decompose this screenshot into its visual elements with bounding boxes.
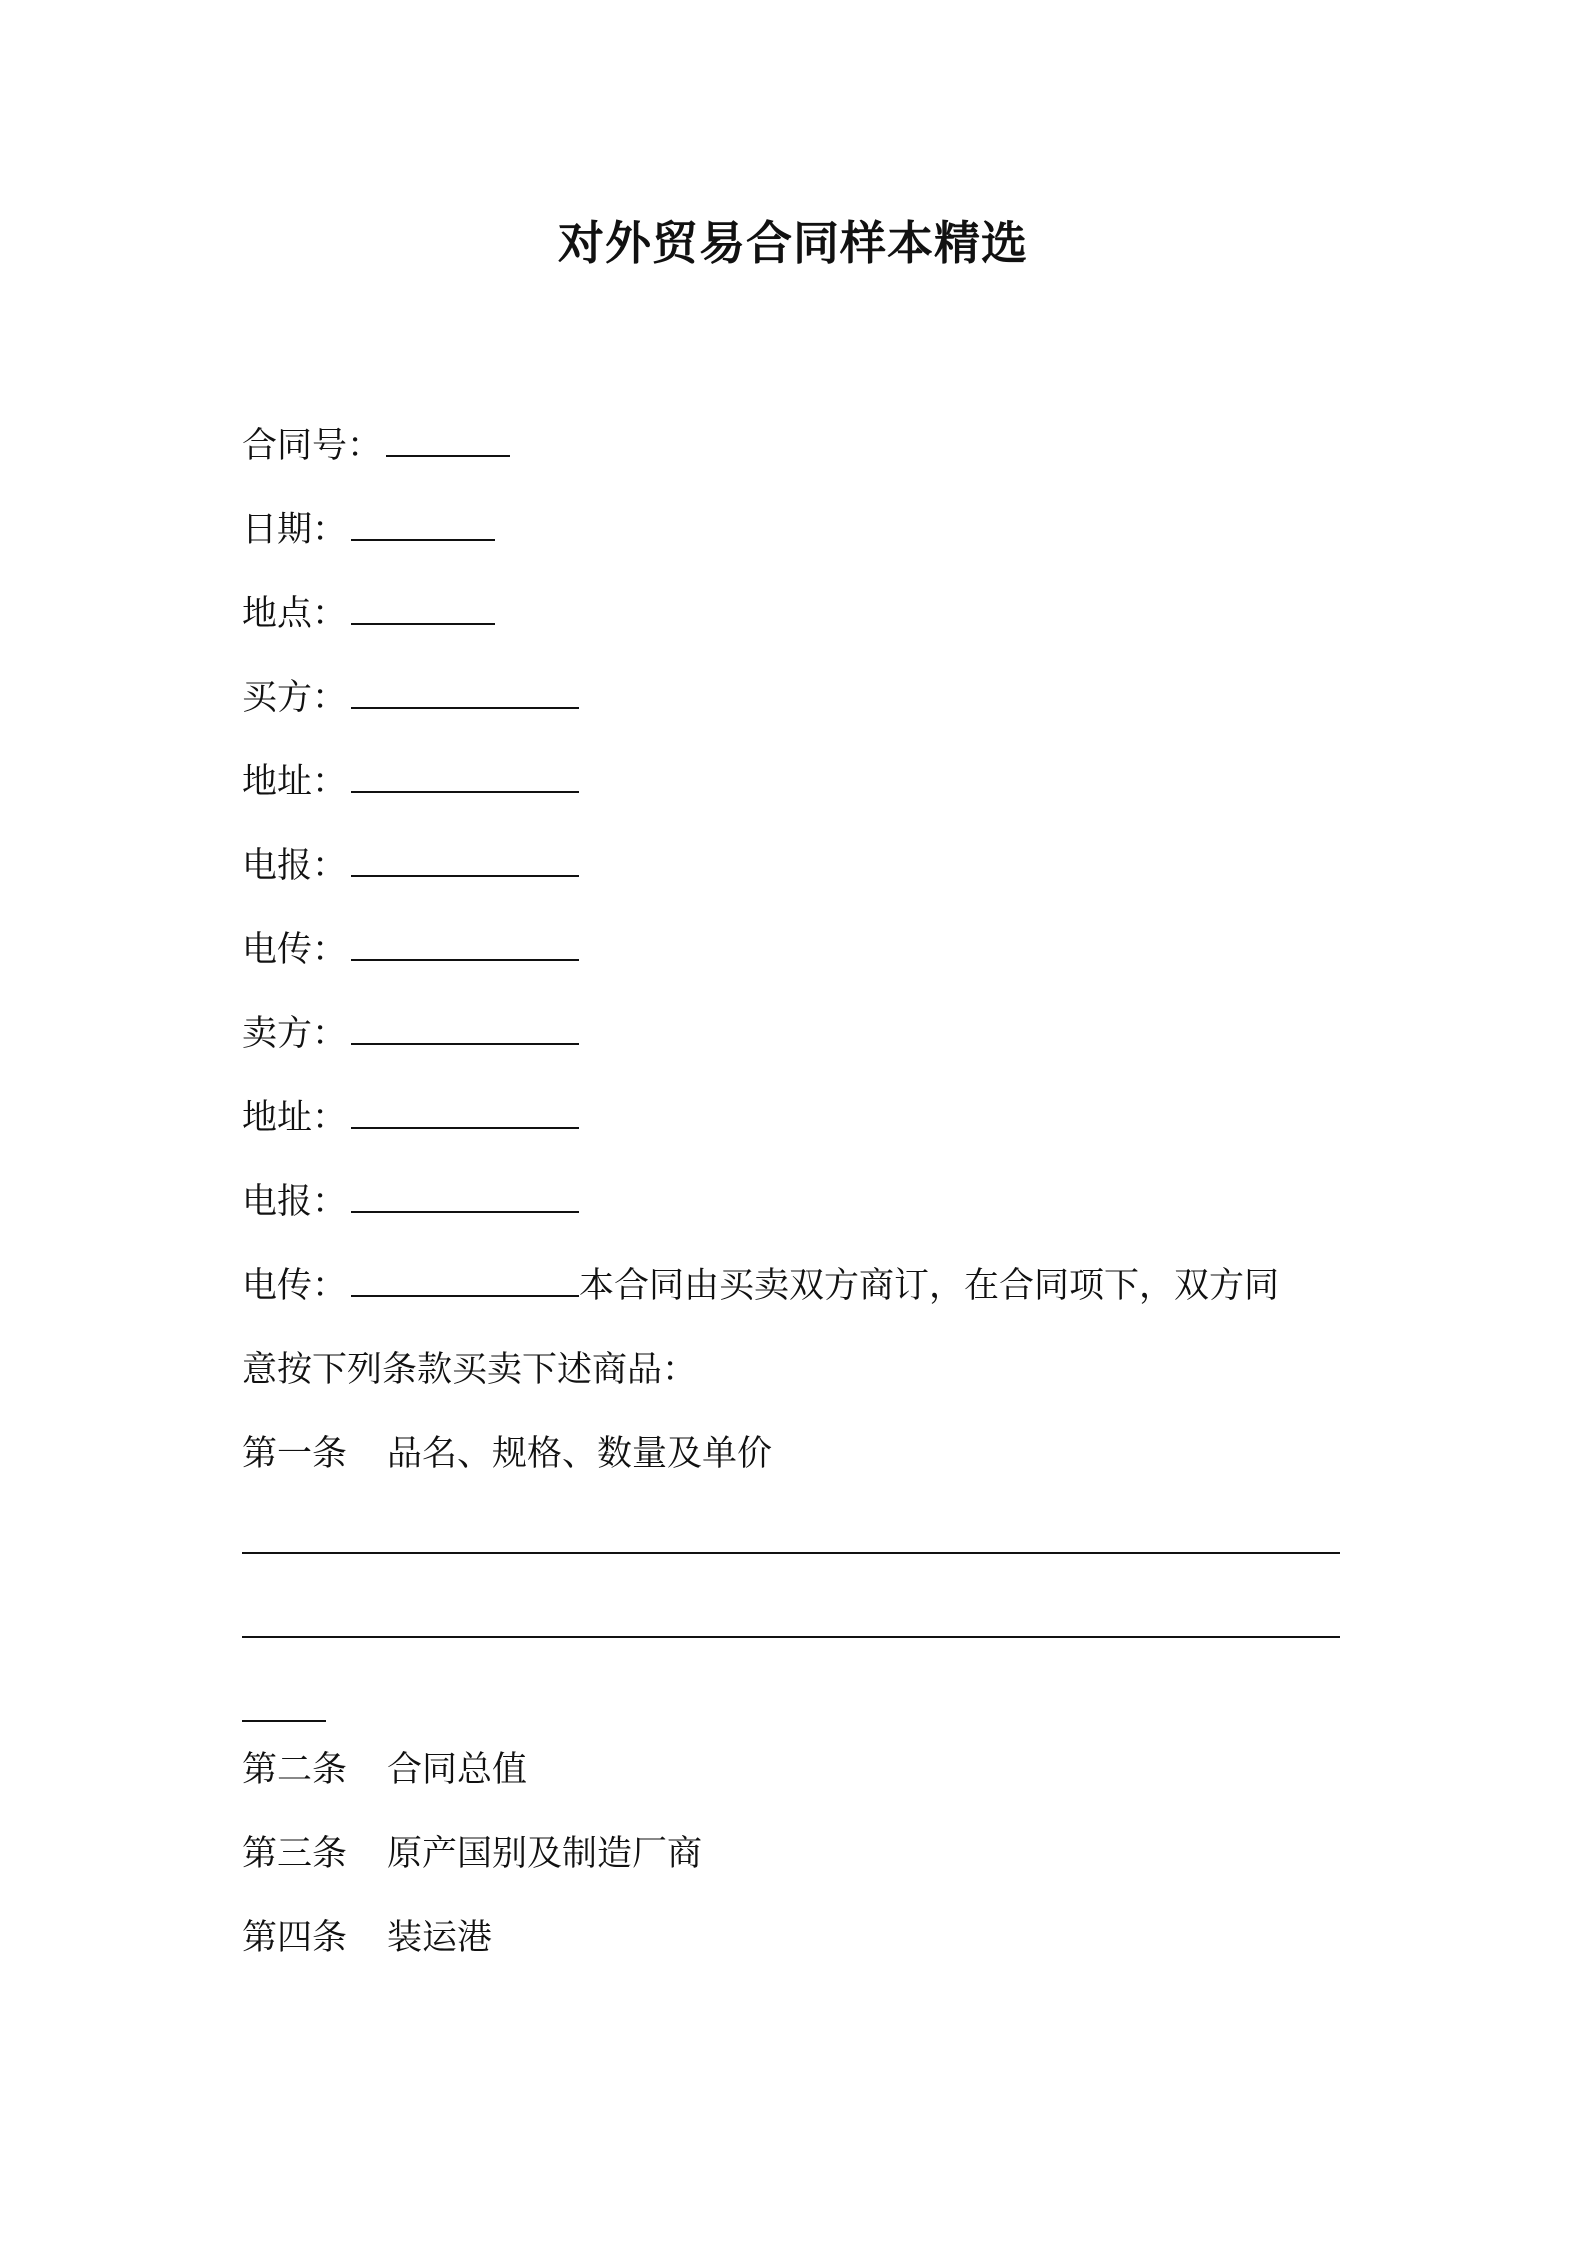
fill-in-line	[242, 1496, 1362, 1580]
intro-paragraph-start: 本合同由买卖双方商订，在合同项下，双方同	[579, 1266, 1280, 1306]
field-label: 电传：	[242, 930, 348, 970]
field-label: 电报：	[242, 1182, 348, 1222]
blank-underline	[351, 1013, 579, 1045]
field-contract-number	[242, 404, 1362, 488]
field-label: 买方：	[242, 678, 348, 718]
field-label: 电传：	[242, 1266, 348, 1306]
field-label: 合同号：	[242, 426, 383, 466]
field-seller	[242, 992, 1362, 1076]
article-4-heading	[242, 1896, 1362, 1980]
intro-paragraph-continuation: 意按下列条款买卖下述商品：	[242, 1350, 698, 1390]
field-place	[242, 572, 1362, 656]
field-label: 卖方：	[242, 1014, 348, 1054]
field-buyer-cable	[242, 824, 1362, 908]
field-seller-cable	[242, 1160, 1362, 1244]
article-number: 第一条	[242, 1434, 348, 1474]
field-date	[242, 488, 1362, 572]
article-number: 第二条	[242, 1750, 348, 1790]
field-label: 日期：	[242, 510, 348, 550]
blank-underline	[351, 677, 579, 709]
field-seller-telex	[242, 1244, 1362, 1328]
blank-underline	[351, 593, 495, 625]
field-label: 地点：	[242, 594, 348, 634]
blank-underline	[351, 1097, 579, 1129]
field-buyer	[242, 656, 1362, 740]
article-1-heading	[242, 1412, 1362, 1496]
document-body	[242, 404, 1362, 1980]
article-title: 原产国别及制造厂商	[387, 1834, 703, 1874]
article-title: 合同总值	[387, 1750, 528, 1790]
field-label: 电报：	[242, 846, 348, 886]
fill-in-line	[242, 1580, 1362, 1664]
blank-underline	[351, 761, 579, 793]
field-label: 地址：	[242, 1098, 348, 1138]
article-title: 装运港	[387, 1918, 493, 1958]
article-3-heading	[242, 1812, 1362, 1896]
article-number: 第三条	[242, 1834, 348, 1874]
blank-underline	[351, 1265, 579, 1297]
field-seller-address	[242, 1076, 1362, 1160]
article-title: 品名、规格、数量及单价	[387, 1434, 773, 1474]
blank-underline	[386, 425, 510, 457]
field-label: 地址：	[242, 762, 348, 802]
blank-underline	[351, 929, 579, 961]
fill-in-line	[242, 1664, 1362, 1748]
article-number: 第四条	[242, 1918, 348, 1958]
blank-underline	[351, 1181, 579, 1213]
blank-underline	[351, 845, 579, 877]
field-buyer-address	[242, 740, 1362, 824]
field-buyer-telex	[242, 908, 1362, 992]
blank-underline	[351, 509, 495, 541]
document-title: 对外贸易合同样本精选	[558, 216, 1028, 270]
